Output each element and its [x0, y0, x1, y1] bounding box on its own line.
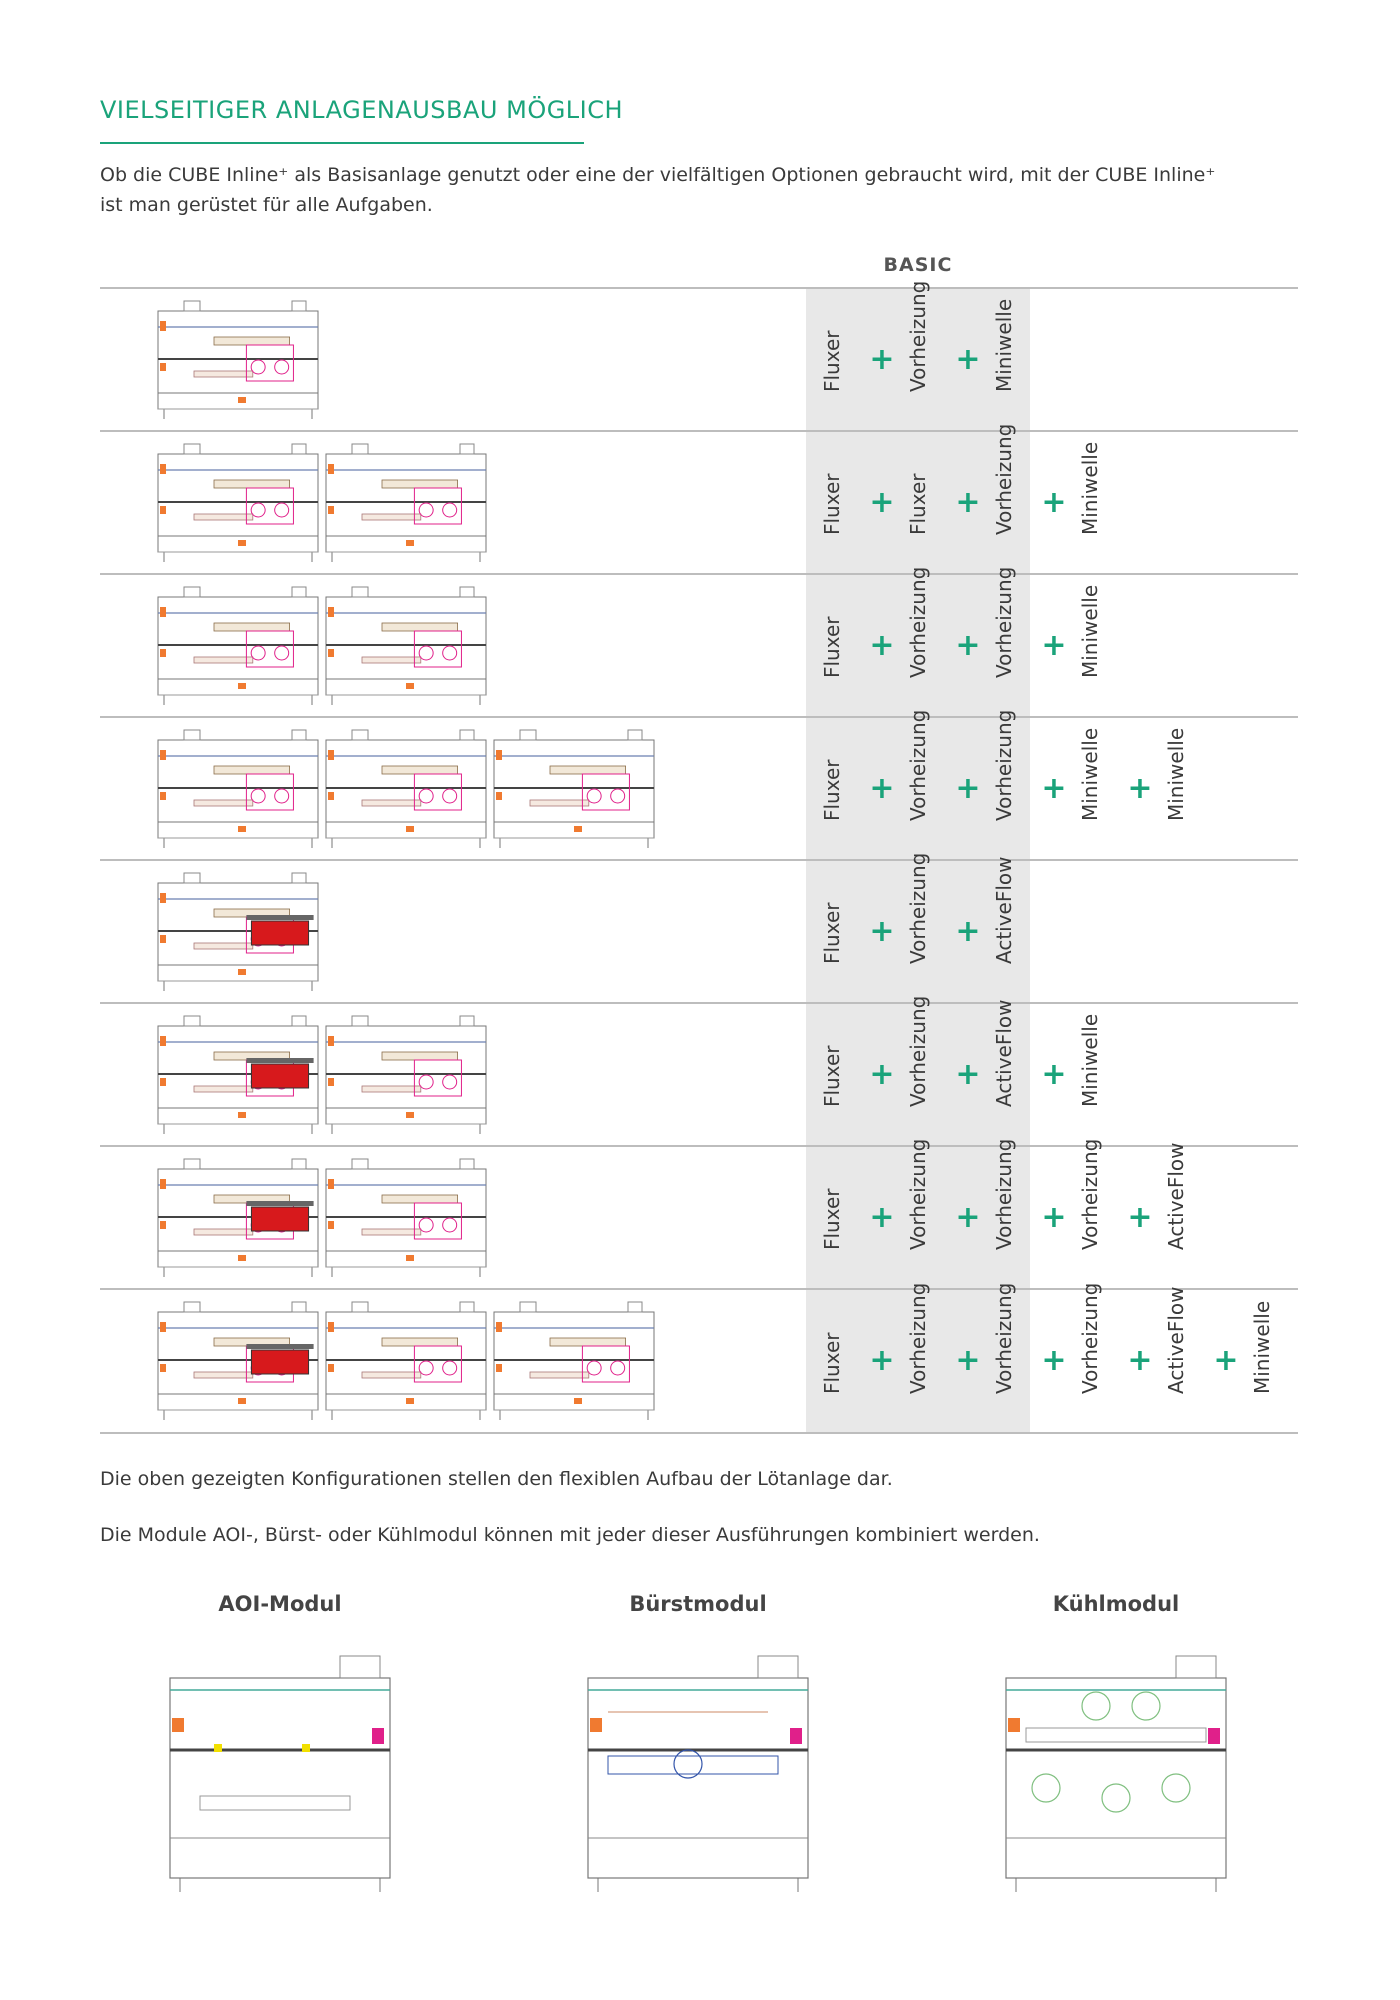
machine-schematic — [152, 1298, 660, 1422]
machine-schematic — [152, 1155, 492, 1279]
module-label: Vorheizung — [992, 1138, 1016, 1250]
module-label: Miniwelle — [1164, 727, 1188, 821]
page-title: VIELSEITIGER ANLAGENAUSBAU MÖGLICH — [100, 96, 624, 124]
configuration-row — [100, 423, 1298, 573]
module-label: Miniwelle — [1078, 584, 1102, 678]
configuration-row — [100, 709, 1298, 859]
machine-schematic — [152, 440, 492, 564]
configuration-row — [100, 566, 1298, 716]
plus-icon: + — [869, 914, 895, 949]
module-cell — [810, 718, 854, 859]
plus-icon: + — [869, 771, 895, 806]
machine-unit-drawing — [494, 1302, 654, 1420]
title-underline — [100, 142, 584, 144]
module-cell — [1068, 1282, 1112, 1432]
intro-line-1: Ob die CUBE Inline⁺ als Basisanlage genutzt oder eine der vielfältigen Optionen gebraucht wird, mit der CUBE Inline⁺ — [100, 164, 1216, 186]
plus-icon: + — [955, 485, 981, 520]
module-label: Miniwelle — [1250, 1300, 1274, 1394]
module-label: ActiveFlow — [992, 856, 1016, 964]
module-label: Fluxer — [820, 330, 844, 392]
plus-icon: + — [869, 628, 895, 663]
machine-unit-drawing — [158, 587, 318, 705]
module-2 — [568, 1592, 828, 1616]
machine-unit-drawing — [326, 1016, 486, 1134]
plus-icon: + — [1041, 1057, 1067, 1092]
module-cell — [1154, 1285, 1198, 1432]
plus-icon: + — [955, 342, 981, 377]
module-cell — [1154, 718, 1198, 859]
note-configurations: Die oben gezeigten Konfigurationen stellen den flexiblen Aufbau der Lötanlage dar. — [100, 1468, 893, 1490]
module-cell — [896, 280, 940, 430]
plus-icon: + — [1041, 1343, 1067, 1378]
machine-unit-drawing — [326, 1159, 486, 1277]
module-label: Vorheizung — [992, 1282, 1016, 1394]
module-cell — [982, 566, 1026, 716]
module-cell — [982, 856, 1026, 1002]
module-cell — [810, 575, 854, 716]
module-cell — [810, 1004, 854, 1145]
module-label: Fluxer — [906, 473, 930, 535]
module-schematic — [568, 1648, 828, 1898]
module-cell — [896, 1282, 940, 1432]
basic-column-label: BASIC — [883, 254, 953, 276]
module-cell — [982, 289, 1026, 430]
plus-icon: + — [955, 771, 981, 806]
module-cell — [810, 1147, 854, 1288]
module-label: Fluxer — [820, 473, 844, 535]
module-label: Miniwelle — [1078, 727, 1102, 821]
plus-icon: + — [869, 342, 895, 377]
machine-unit-drawing — [158, 444, 318, 562]
module-cell — [982, 709, 1026, 859]
module-cell — [1154, 1142, 1198, 1288]
module-1 — [150, 1592, 410, 1616]
machine-unit-drawing — [158, 1016, 318, 1134]
module-schematic — [150, 1648, 410, 1898]
module-label: Fluxer — [820, 1188, 844, 1250]
module-label: Vorheizung — [906, 1138, 930, 1250]
machine-unit-drawing — [326, 444, 486, 562]
module-label: Vorheizung — [1078, 1138, 1102, 1250]
module-cell — [896, 566, 940, 716]
module-cell — [1068, 432, 1112, 573]
module-label: Vorheizung — [1078, 1282, 1102, 1394]
plus-icon: + — [1041, 628, 1067, 663]
module-cell — [1068, 1138, 1112, 1288]
module-cell — [1068, 575, 1112, 716]
machine-schematic — [152, 869, 324, 993]
module-cell — [982, 1138, 1026, 1288]
machine-unit-drawing — [326, 587, 486, 705]
configuration-table — [100, 280, 1298, 1434]
machine-schematic — [152, 726, 660, 850]
module-cell — [1240, 1290, 1284, 1432]
machine-unit-drawing — [494, 730, 654, 848]
note-modules-combinable: Die Module AOI-, Bürst- oder Kühlmodul können mit jeder dieser Ausführungen kombiniert werden. — [100, 1524, 1040, 1546]
module-label: Vorheizung — [992, 709, 1016, 821]
module-label: Vorheizung — [992, 423, 1016, 535]
plus-icon: + — [955, 1057, 981, 1092]
configuration-row — [100, 1282, 1298, 1434]
plus-icon: + — [955, 914, 981, 949]
plus-icon: + — [869, 1343, 895, 1378]
module-title: Kühlmodul — [1052, 1592, 1180, 1616]
module-label: Vorheizung — [906, 280, 930, 392]
module-cell — [810, 289, 854, 430]
module-schematic — [986, 1648, 1246, 1898]
module-cell — [982, 999, 1026, 1145]
module-label: Vorheizung — [906, 852, 930, 964]
machine-unit-drawing — [158, 730, 318, 848]
configuration-row — [100, 995, 1298, 1145]
module-label: Fluxer — [820, 1045, 844, 1107]
module-cell — [982, 423, 1026, 573]
optional-modules — [100, 1592, 1300, 1912]
module-cell — [810, 861, 854, 1002]
plus-icon: + — [955, 1343, 981, 1378]
module-label: Vorheizung — [906, 1282, 930, 1394]
module-cell — [896, 1138, 940, 1288]
module-label: Fluxer — [820, 1332, 844, 1394]
machine-schematic — [152, 1012, 492, 1136]
module-cell — [1068, 718, 1112, 859]
module-label: ActiveFlow — [1164, 1142, 1188, 1250]
module-cell — [810, 1290, 854, 1432]
module-label: Miniwelle — [1078, 441, 1102, 535]
module-cell — [982, 1282, 1026, 1432]
configuration-row — [100, 280, 1298, 430]
machine-unit-drawing — [158, 1302, 318, 1420]
machine-schematic — [152, 583, 492, 707]
plus-icon: + — [1041, 1200, 1067, 1235]
machine-unit-drawing — [158, 301, 318, 419]
intro-text — [100, 160, 1220, 220]
configuration-row — [100, 1138, 1298, 1288]
module-label: Vorheizung — [906, 709, 930, 821]
module-label: Vorheizung — [906, 995, 930, 1107]
plus-icon: + — [869, 1057, 895, 1092]
module-label: Fluxer — [820, 616, 844, 678]
plus-icon: + — [1041, 771, 1067, 806]
machine-unit-drawing — [326, 1302, 486, 1420]
module-cell — [896, 432, 940, 573]
plus-icon: + — [1127, 1343, 1153, 1378]
machine-unit-drawing — [158, 1159, 318, 1277]
plus-icon: + — [1213, 1343, 1239, 1378]
module-cell — [810, 432, 854, 573]
module-label: Fluxer — [820, 759, 844, 821]
plus-icon: + — [955, 1200, 981, 1235]
module-cell — [896, 995, 940, 1145]
module-label: Vorheizung — [906, 566, 930, 678]
machine-unit-drawing — [326, 730, 486, 848]
module-label: ActiveFlow — [1164, 1285, 1188, 1394]
module-label: Vorheizung — [992, 566, 1016, 678]
machine-unit-drawing — [158, 873, 318, 991]
module-label: ActiveFlow — [992, 999, 1016, 1107]
module-cell — [1068, 1004, 1112, 1145]
plus-icon: + — [1041, 485, 1067, 520]
plus-icon: + — [869, 485, 895, 520]
configuration-row — [100, 852, 1298, 1002]
plus-icon: + — [1127, 771, 1153, 806]
plus-icon: + — [869, 1200, 895, 1235]
plus-icon: + — [1127, 1200, 1153, 1235]
module-label: Fluxer — [820, 902, 844, 964]
module-label: Miniwelle — [1078, 1013, 1102, 1107]
module-title: AOI-Modul — [218, 1592, 342, 1616]
plus-icon: + — [955, 628, 981, 663]
module-3 — [986, 1592, 1246, 1616]
module-title: Bürstmodul — [629, 1592, 767, 1616]
module-cell — [896, 709, 940, 859]
module-label: Miniwelle — [992, 298, 1016, 392]
intro-line-2: ist man gerüstet für alle Aufgaben. — [100, 194, 433, 216]
module-cell — [896, 852, 940, 1002]
machine-schematic — [152, 297, 324, 421]
